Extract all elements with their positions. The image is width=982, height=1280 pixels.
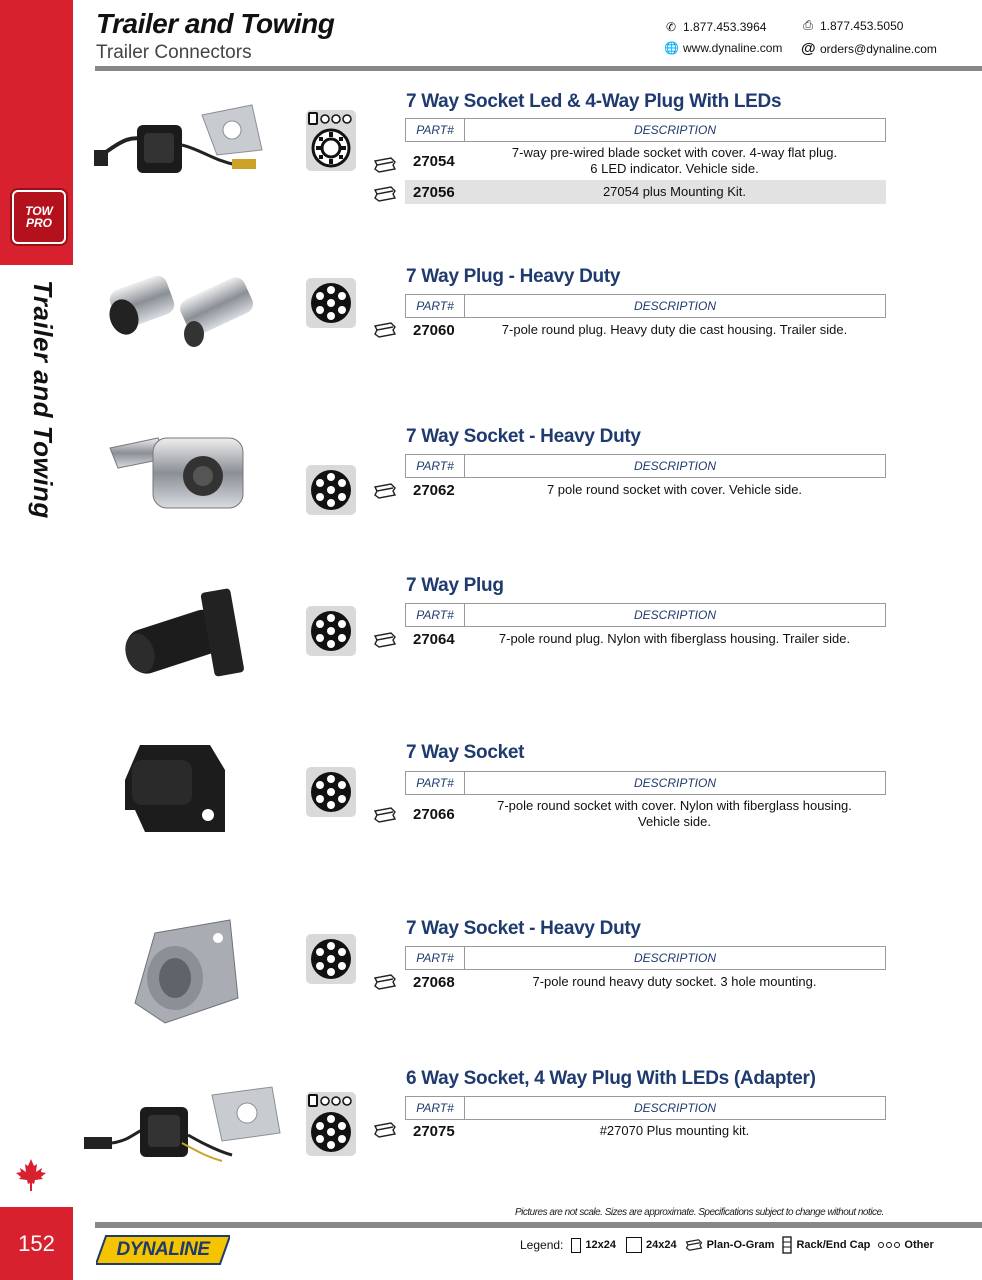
- page-subtitle: Trailer Connectors: [96, 42, 252, 63]
- description-column-header: DESCRIPTION: [633, 1101, 716, 1115]
- product-image-27068: [130, 918, 240, 1026]
- part-description: 7-pole round plug. Heavy duty die cast housing. Trailer side.: [501, 322, 848, 337]
- part-description: [463, 145, 886, 177]
- plan-o-gram-icon: [373, 974, 397, 990]
- pin-icon-7-pin-round: [306, 767, 356, 817]
- section-title: 7 Way Socket - Heavy Duty: [406, 918, 641, 939]
- tow-pro-badge-text: TOW PRO: [25, 204, 53, 230]
- part-number: 27056: [413, 183, 455, 201]
- part-number: 27075: [413, 1122, 455, 1140]
- part-description: 7-pole round plug. Nylon with fiberglass housing. Trailer side.: [498, 631, 851, 646]
- product-table: [405, 771, 886, 833]
- website-contact[interactable]: [664, 41, 782, 55]
- description-column-header: DESCRIPTION: [633, 776, 716, 790]
- description-line: 7-pole round socket with cover. Nylon with fiberglass housing.: [497, 798, 852, 813]
- product-image-27075: [82, 1085, 282, 1165]
- table-header: [405, 294, 886, 318]
- legend-12x24-icon: [571, 1238, 581, 1253]
- phone-number: 1.877.453.3964: [683, 20, 767, 34]
- table-row: [405, 1120, 886, 1142]
- product-table: [405, 946, 886, 994]
- table-header: [405, 1096, 886, 1120]
- email-contact[interactable]: [801, 40, 937, 57]
- part-column-header: PART#: [406, 604, 465, 626]
- table-row: [405, 627, 886, 651]
- description-line: 6 LED indicator. Vehicle side.: [590, 161, 759, 176]
- footer-rule: [95, 1222, 982, 1228]
- dynaline-logo: [96, 1235, 230, 1265]
- fax-number: 1.877.453.5050: [820, 18, 904, 33]
- part-number: 27064: [413, 630, 455, 648]
- product-image-27062: [108, 428, 258, 523]
- fax-contact: [801, 18, 903, 33]
- legend-24x24: 24x24: [645, 1239, 677, 1251]
- phone-icon: ✆: [665, 20, 677, 34]
- legend-other: Other: [904, 1239, 934, 1251]
- description-line: 7-way pre-wired blade socket with cover. 4-way flat plug.: [511, 145, 838, 160]
- dynaline-logo-text: DYNALINE: [116, 1239, 210, 1260]
- legend-other-icon: [878, 1241, 900, 1249]
- part-number: 27066: [413, 805, 455, 823]
- vertical-category-text: Trailer and Towing: [28, 280, 58, 519]
- table-row: [405, 318, 886, 342]
- legend-plan-o-gram: Plan-O-Gram: [706, 1239, 775, 1251]
- pin-icon-7-pin-round: [306, 465, 356, 515]
- section-title: 7 Way Plug: [406, 575, 504, 596]
- legend-label: Legend:: [520, 1238, 564, 1252]
- description-line: Vehicle side.: [638, 814, 711, 829]
- part-description: 27054 plus Mounting Kit.: [602, 184, 747, 199]
- part-column-header: PART#: [406, 295, 465, 317]
- part-column-header: PART#: [406, 119, 465, 141]
- section-title: 6 Way Socket, 4 Way Plug With LEDs (Adapter): [406, 1068, 816, 1089]
- legend: [520, 1236, 934, 1254]
- plan-o-gram-icon: [373, 157, 397, 173]
- legend-rack-icon: [782, 1236, 792, 1254]
- part-description: 7 pole round socket with cover. Vehicle side.: [546, 482, 803, 497]
- legend-24x24-icon: [626, 1237, 642, 1253]
- product-image-27066: [120, 740, 230, 836]
- plan-o-gram-icon: [373, 322, 397, 338]
- table-header: [405, 454, 886, 478]
- website-link[interactable]: www.dynaline.com: [683, 41, 783, 55]
- part-description: 7-pole round heavy duty socket. 3 hole mounting.: [532, 974, 817, 989]
- product-table: [405, 294, 886, 342]
- plan-o-gram-icon: [373, 1122, 397, 1138]
- legend-rack-end-cap: Rack/End Cap: [796, 1239, 871, 1251]
- part-column-header: PART#: [406, 455, 465, 477]
- description-column-header: DESCRIPTION: [633, 608, 716, 622]
- table-header: [405, 603, 886, 627]
- part-description: #27070 Plus mounting kit.: [599, 1123, 750, 1138]
- plan-o-gram-icon: [373, 483, 397, 499]
- table-header: [405, 771, 886, 795]
- section-title: 7 Way Socket - Heavy Duty: [406, 426, 641, 447]
- table-header: [405, 946, 886, 970]
- description-column-header: DESCRIPTION: [633, 459, 716, 473]
- section-title: 7 Way Socket: [406, 742, 525, 763]
- phone-contact: [664, 20, 766, 34]
- legend-12x24: 12x24: [585, 1239, 616, 1251]
- section-title: 7 Way Plug - Heavy Duty: [406, 266, 621, 287]
- plan-o-gram-icon: [373, 807, 397, 823]
- email-link[interactable]: orders@dynaline.com: [820, 41, 937, 56]
- table-row: [405, 478, 886, 502]
- product-table: [405, 454, 886, 502]
- tow-pro-badge: [12, 190, 66, 244]
- maple-leaf-icon: [15, 1158, 47, 1192]
- legend-plan-o-gram-icon: [685, 1239, 703, 1251]
- page-title: Trailer and Towing: [96, 8, 335, 39]
- at-icon: @: [801, 40, 816, 57]
- product-image-27060: [102, 262, 262, 352]
- part-number: 27054: [413, 152, 455, 170]
- part-column-header: PART#: [406, 947, 465, 969]
- description-column-header: DESCRIPTION: [633, 951, 716, 965]
- product-table: [405, 118, 886, 204]
- table-row: [405, 180, 886, 204]
- part-description: [463, 798, 886, 830]
- pin-icon-7-way-with-4-flat: [306, 110, 356, 171]
- globe-icon: 🌐: [664, 41, 679, 55]
- description-column-header: DESCRIPTION: [633, 299, 716, 313]
- pin-icon-6-way-with-4-flat: [306, 1092, 356, 1156]
- product-table: [405, 1096, 886, 1142]
- pin-icon-7-pin-round: [306, 934, 356, 984]
- product-image-27054: [92, 95, 267, 185]
- page-number: 152: [0, 1207, 73, 1280]
- section-title: 7 Way Socket Led & 4-Way Plug With LEDs: [406, 91, 782, 112]
- description-column-header: DESCRIPTION: [633, 123, 716, 137]
- part-number: 27062: [413, 481, 455, 499]
- table-row: [405, 142, 886, 180]
- part-number: 27060: [413, 321, 455, 339]
- table-row: [405, 970, 886, 994]
- product-table: [405, 603, 886, 651]
- plan-o-gram-icon: [373, 632, 397, 648]
- plan-o-gram-icon: [373, 186, 397, 202]
- table-row: [405, 795, 886, 833]
- part-column-header: PART#: [406, 1097, 465, 1119]
- product-image-27064: [122, 585, 257, 683]
- fax-icon: ⎙: [803, 18, 813, 32]
- vertical-category-label: [8, 280, 68, 520]
- disclaimer-text: Pictures are not scale. Sizes are approximate. Specifications subject to change without notice.: [515, 1207, 884, 1218]
- pin-icon-7-pin-round: [306, 606, 356, 656]
- pin-icon-7-pin-round: [306, 278, 356, 328]
- header-rule: [95, 66, 982, 71]
- part-column-header: PART#: [406, 772, 465, 794]
- part-number: 27068: [413, 973, 455, 991]
- table-header: [405, 118, 886, 142]
